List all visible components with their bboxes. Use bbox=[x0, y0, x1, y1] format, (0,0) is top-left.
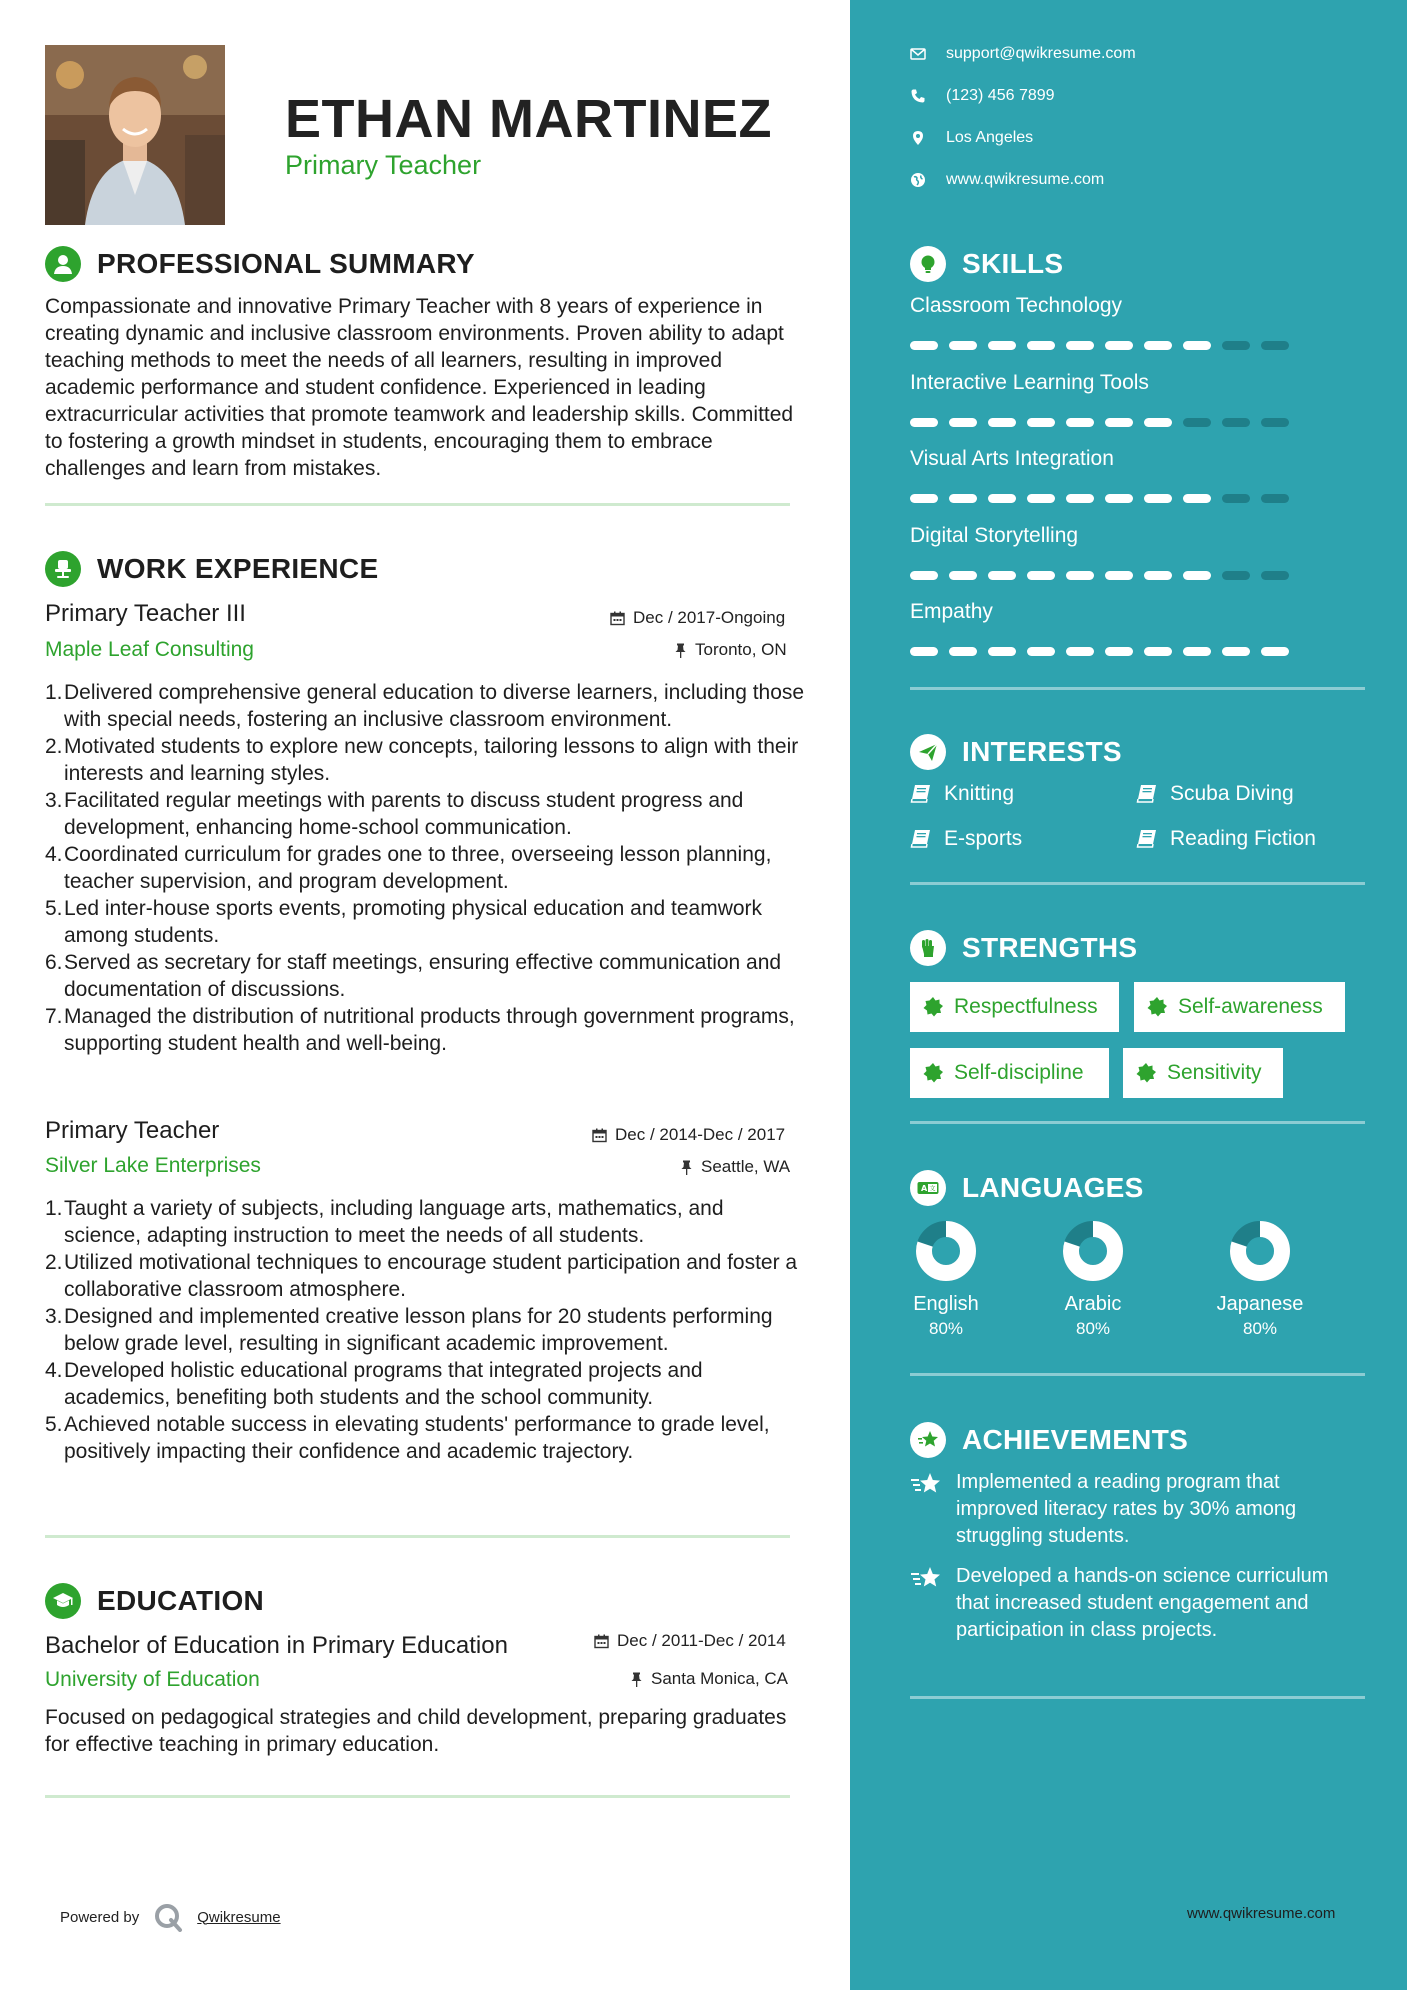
skill-level-segment bbox=[1222, 494, 1250, 503]
achievements-heading bbox=[910, 1422, 1188, 1458]
contact-email-text: support@qwikresume.com bbox=[946, 45, 1136, 62]
language-percent: 80% bbox=[928, 1319, 964, 1338]
skill-level-segment bbox=[1261, 647, 1289, 656]
skill-level-segment bbox=[949, 571, 977, 580]
interest-item bbox=[1136, 782, 1294, 806]
pin-icon bbox=[680, 1160, 693, 1175]
language-percent: 80% bbox=[1242, 1319, 1278, 1338]
skill-level-segment bbox=[949, 341, 977, 350]
job-dates-text: Dec / 2017-Ongoing bbox=[633, 608, 786, 627]
skill-level-segment bbox=[910, 571, 938, 580]
footer-website[interactable]: www.qwikresume.com bbox=[1187, 1905, 1336, 1922]
shooting-star-icon bbox=[910, 1565, 942, 1591]
job-location-text: Toronto, ON bbox=[695, 640, 787, 659]
section-divider bbox=[910, 1121, 1365, 1124]
strength-chip bbox=[1134, 982, 1345, 1032]
list-item-text: Delivered comprehensive general education to diverse learners, including those with special needs, fostering an inclusive classroom environment. bbox=[64, 681, 805, 731]
strength-label: Respectfulness bbox=[954, 995, 1098, 1018]
achievements-title: ACHIEVEMENTS bbox=[962, 1424, 1189, 1455]
strengths-title: STRENGTHS bbox=[962, 932, 1138, 963]
list-item-text: Achieved notable success in elevating students' performance to grade level, positively impacting their confidence and academic trajectory. bbox=[64, 1413, 770, 1463]
contact-website[interactable] bbox=[910, 171, 1104, 189]
list-item bbox=[45, 733, 805, 787]
skill-name: Visual Arts Integration bbox=[910, 447, 1114, 470]
school-name: University of Education bbox=[45, 1668, 260, 1691]
achievement-item bbox=[910, 1563, 1360, 1644]
list-number: 1. bbox=[45, 1197, 63, 1220]
skill-level-segment bbox=[910, 647, 938, 656]
skill-level-segment bbox=[1105, 418, 1133, 427]
summary-text: Compassionate and innovative Primary Teacher with 8 years of experience in creating dynamic and inclusive classroom environments. Proven ability to adapt teaching methods to meet the needs of all learners, resulting in improved academic performance and student confidence. Experienced in leading extracurricular activities that promote teamwork and leadership skills. Committed to fostering a growth mindset in students, encouraging them to embrace challenges and learn from mistakes. bbox=[45, 295, 794, 480]
education-title: EDUCATION bbox=[97, 1585, 265, 1616]
section-divider bbox=[910, 1373, 1365, 1376]
calendar-icon bbox=[592, 1128, 607, 1143]
skill-level-segment bbox=[1222, 647, 1250, 656]
summary-heading bbox=[45, 246, 475, 282]
skill-level-segment bbox=[1027, 341, 1055, 350]
skill-level-segment bbox=[1183, 341, 1211, 350]
languages-title: LANGUAGES bbox=[962, 1172, 1144, 1203]
qwikresume-link[interactable]: Qwikresume bbox=[197, 1908, 281, 1926]
list-item bbox=[45, 679, 805, 733]
job-company: Silver Lake Enterprises bbox=[45, 1154, 261, 1177]
language-donut bbox=[1229, 1220, 1291, 1282]
skill-name: Digital Storytelling bbox=[910, 523, 1079, 547]
skill-level-segment bbox=[1105, 571, 1133, 580]
powered-by-label: Powered by bbox=[60, 1908, 140, 1926]
skill-level-segment bbox=[988, 647, 1016, 656]
skill-level-segment bbox=[1066, 418, 1094, 427]
skill-level-segment bbox=[1144, 418, 1172, 427]
job-duties-list bbox=[45, 1195, 805, 1465]
language-item bbox=[896, 1220, 996, 1339]
education-heading bbox=[45, 1583, 264, 1619]
skill-level-segment bbox=[1105, 341, 1133, 350]
list-number: 1. bbox=[45, 681, 63, 704]
skill-level-segment bbox=[910, 494, 938, 503]
interest-label: Knitting bbox=[944, 782, 1015, 805]
language-name: Japanese bbox=[1216, 1293, 1304, 1315]
language-donut bbox=[1062, 1220, 1124, 1282]
list-item bbox=[45, 949, 805, 1003]
skill-level-segment bbox=[988, 418, 1016, 427]
badge-star-icon bbox=[922, 1062, 944, 1084]
skill-level-segment bbox=[1144, 647, 1172, 656]
svg-text:文: 文 bbox=[929, 1185, 936, 1193]
education-dates-text: Dec / 2011-Dec / 2014 bbox=[617, 1631, 786, 1650]
strength-chip bbox=[910, 1048, 1109, 1098]
qwikresume-logo-icon bbox=[153, 1902, 183, 1932]
skill-level-segment bbox=[1261, 571, 1289, 580]
list-item-text: Developed holistic educational programs that integrated projects and academics, benefiting both students and the school community. bbox=[64, 1359, 703, 1409]
skill-level-segment bbox=[1066, 647, 1094, 656]
achievement-item bbox=[910, 1469, 1360, 1550]
skill-level-segment bbox=[1105, 647, 1133, 656]
skill-level-segment bbox=[949, 418, 977, 427]
skill-level-segment bbox=[1144, 571, 1172, 580]
raised-fist-icon bbox=[910, 930, 946, 966]
svg-text:A: A bbox=[921, 1184, 928, 1193]
book-icon bbox=[1136, 829, 1158, 849]
skill-level-segment bbox=[949, 494, 977, 503]
skill-level-segment bbox=[988, 571, 1016, 580]
list-item bbox=[45, 787, 805, 841]
skill-level-segment bbox=[1027, 494, 1055, 503]
experience-title: WORK EXPERIENCE bbox=[97, 553, 379, 584]
achievement-text: Developed a hands-on science curriculum that increased student engagement and participation in class projects. bbox=[956, 1565, 1329, 1641]
list-number: 6. bbox=[45, 951, 63, 974]
job-duties-list bbox=[45, 679, 805, 1057]
skill-level-segment bbox=[1027, 418, 1055, 427]
calendar-icon bbox=[594, 1634, 609, 1649]
skill-level-segment bbox=[988, 494, 1016, 503]
skill-level-segment bbox=[1183, 418, 1211, 427]
job-dates-text: Dec / 2014-Dec / 2017 bbox=[615, 1125, 786, 1144]
list-item bbox=[45, 1357, 805, 1411]
section-divider bbox=[45, 503, 790, 506]
list-item bbox=[45, 1003, 805, 1057]
strength-label: Self-discipline bbox=[954, 1061, 1084, 1084]
shooting-star-icon bbox=[910, 1422, 946, 1458]
skill-level-segment bbox=[1183, 494, 1211, 503]
contact-email[interactable] bbox=[910, 45, 1136, 63]
section-divider bbox=[910, 1696, 1365, 1699]
section-divider bbox=[45, 1535, 790, 1538]
skill-level-segment bbox=[1105, 494, 1133, 503]
interest-label: Reading Fiction bbox=[1170, 827, 1316, 850]
skill-level-segment bbox=[1222, 341, 1250, 350]
language-item bbox=[1043, 1220, 1143, 1339]
list-item-text: Managed the distribution of nutritional products through government programs, supporting student health and well-being. bbox=[64, 1005, 795, 1055]
skill-level-segment bbox=[1066, 341, 1094, 350]
list-item-text: Utilized motivational techniques to encourage student participation and foster a collaborative classroom atmosphere. bbox=[64, 1251, 798, 1301]
skill-level-segment bbox=[1222, 418, 1250, 427]
list-item bbox=[45, 1411, 805, 1465]
skill-level-segment bbox=[1222, 571, 1250, 580]
list-item-text: Designed and implemented creative lesson plans for 20 students performing below grade level, resulting in significant academic improvement. bbox=[64, 1305, 773, 1355]
strength-chip bbox=[910, 982, 1119, 1032]
translate-icon bbox=[910, 1170, 946, 1206]
skill-level-segment bbox=[1144, 494, 1172, 503]
section-divider bbox=[45, 1795, 790, 1798]
list-item bbox=[45, 841, 805, 895]
strength-label: Sensitivity bbox=[1167, 1061, 1262, 1084]
list-item bbox=[45, 1303, 805, 1357]
candidate-name: ETHAN MARTINEZ bbox=[285, 89, 772, 149]
lightbulb-icon bbox=[910, 246, 946, 282]
powered-by bbox=[60, 1902, 281, 1932]
skill-level-bar bbox=[910, 418, 1289, 427]
skill-level-segment bbox=[910, 418, 938, 427]
job-location-text: Seattle, WA bbox=[701, 1157, 791, 1176]
skill-level-segment bbox=[1183, 647, 1211, 656]
interest-label: Scuba Diving bbox=[1170, 782, 1294, 805]
skill-level-segment bbox=[1261, 418, 1289, 427]
globe-icon bbox=[910, 172, 926, 188]
list-number: 2. bbox=[45, 735, 63, 758]
profile-photo bbox=[45, 45, 225, 225]
user-icon bbox=[45, 246, 81, 282]
skill-level-bar bbox=[910, 647, 1289, 656]
degree-title: Bachelor of Education in Primary Education bbox=[45, 1632, 508, 1659]
list-item-text: Facilitated regular meetings with parents to discuss student progress and development, enhancing home-school communication. bbox=[64, 789, 744, 839]
skill-level-bar bbox=[910, 341, 1289, 350]
language-percent: 80% bbox=[1075, 1319, 1111, 1338]
list-number: 4. bbox=[45, 1359, 63, 1382]
language-name: Arabic bbox=[1064, 1293, 1122, 1315]
skill-name: Empathy bbox=[910, 600, 993, 623]
list-item-text: Taught a variety of subjects, including language arts, mathematics, and science, adapting instruction to meet the needs of all students. bbox=[64, 1197, 724, 1247]
skill-name: Interactive Learning Tools bbox=[910, 370, 1149, 394]
contact-location-text: Los Angeles bbox=[946, 129, 1034, 146]
contact-location bbox=[910, 129, 1033, 147]
achievement-text: Implemented a reading program that improved literacy rates by 30% among struggling students. bbox=[956, 1471, 1297, 1547]
badge-star-icon bbox=[1146, 996, 1168, 1018]
contact-phone[interactable] bbox=[910, 87, 1055, 105]
book-icon bbox=[910, 784, 932, 804]
skill-level-segment bbox=[1261, 341, 1289, 350]
skill-level-segment bbox=[1183, 571, 1211, 580]
list-number: 5. bbox=[45, 1413, 63, 1436]
skill-level-bar bbox=[910, 571, 1289, 580]
interests-heading bbox=[910, 734, 1122, 770]
badge-star-icon bbox=[1135, 1062, 1157, 1084]
job-company: Maple Leaf Consulting bbox=[45, 638, 254, 661]
phone-icon bbox=[910, 88, 926, 104]
skill-level-segment bbox=[949, 647, 977, 656]
interest-label: E-sports bbox=[944, 827, 1023, 850]
skill-level-segment bbox=[988, 341, 1016, 350]
strengths-heading bbox=[910, 930, 1137, 966]
list-number: 2. bbox=[45, 1251, 63, 1274]
list-number: 7. bbox=[45, 1005, 63, 1028]
list-item-text: Coordinated curriculum for grades one to three, overseeing lesson planning, teacher supervision, and program development. bbox=[64, 843, 772, 893]
job-title: Primary Teacher bbox=[45, 1117, 220, 1144]
contact-phone-text: (123) 456 7899 bbox=[946, 87, 1055, 104]
language-name: English bbox=[913, 1293, 979, 1315]
pin-icon bbox=[674, 643, 687, 658]
candidate-role: Primary Teacher bbox=[285, 150, 482, 180]
skill-level-segment bbox=[1066, 494, 1094, 503]
badge-star-icon bbox=[922, 996, 944, 1018]
interest-item bbox=[910, 827, 1022, 851]
education-description: Focused on pedagogical strategies and child development, preparing graduates for effective teaching in primary education. bbox=[45, 1706, 787, 1756]
skills-heading bbox=[910, 246, 1063, 282]
book-icon bbox=[910, 829, 932, 849]
list-item bbox=[45, 1195, 805, 1249]
skill-level-segment bbox=[1027, 571, 1055, 580]
list-item-text: Served as secretary for staff meetings, ensuring effective communication and documentation of discussions. bbox=[64, 951, 782, 1001]
calendar-icon bbox=[610, 611, 625, 626]
skill-level-segment bbox=[1261, 494, 1289, 503]
skill-level-segment bbox=[910, 341, 938, 350]
briefcase-chair-icon bbox=[45, 551, 81, 587]
shooting-star-icon bbox=[910, 1471, 942, 1497]
skill-level-bar bbox=[910, 494, 1289, 503]
list-item-text: Motivated students to explore new concepts, tailoring lessons to align with their interests and learning styles. bbox=[64, 735, 799, 785]
strength-label: Self-awareness bbox=[1178, 995, 1323, 1018]
skill-level-segment bbox=[1144, 341, 1172, 350]
languages-heading bbox=[910, 1170, 1144, 1206]
summary-title: PROFESSIONAL SUMMARY bbox=[97, 248, 475, 279]
pin-icon bbox=[630, 1672, 643, 1687]
strength-chip bbox=[1123, 1048, 1283, 1098]
graduation-cap-icon bbox=[45, 1583, 81, 1619]
interest-item bbox=[910, 782, 1014, 806]
contact-website-text: www.qwikresume.com bbox=[946, 171, 1105, 188]
paper-plane-icon bbox=[910, 734, 946, 770]
skill-level-segment bbox=[1066, 571, 1094, 580]
section-divider bbox=[910, 687, 1365, 690]
envelope-icon bbox=[910, 46, 926, 62]
list-number: 3. bbox=[45, 789, 63, 812]
interests-title: INTERESTS bbox=[962, 736, 1122, 767]
language-item bbox=[1210, 1220, 1310, 1339]
section-divider bbox=[910, 882, 1365, 885]
list-item bbox=[45, 895, 805, 949]
education-location-text: Santa Monica, CA bbox=[651, 1669, 789, 1688]
skill-name: Classroom Technology bbox=[910, 294, 1123, 317]
experience-heading bbox=[45, 551, 378, 587]
list-number: 3. bbox=[45, 1305, 63, 1328]
language-donut bbox=[915, 1220, 977, 1282]
interest-item bbox=[1136, 827, 1316, 851]
map-pin-icon bbox=[910, 130, 926, 146]
list-item-text: Led inter-house sports events, promoting physical education and teamwork among students. bbox=[64, 897, 763, 947]
job-title: Primary Teacher III bbox=[45, 600, 246, 627]
list-number: 5. bbox=[45, 897, 63, 920]
skill-level-segment bbox=[1027, 647, 1055, 656]
skills-title: SKILLS bbox=[962, 248, 1064, 279]
book-icon bbox=[1136, 784, 1158, 804]
list-number: 4. bbox=[45, 843, 63, 866]
list-item bbox=[45, 1249, 805, 1303]
